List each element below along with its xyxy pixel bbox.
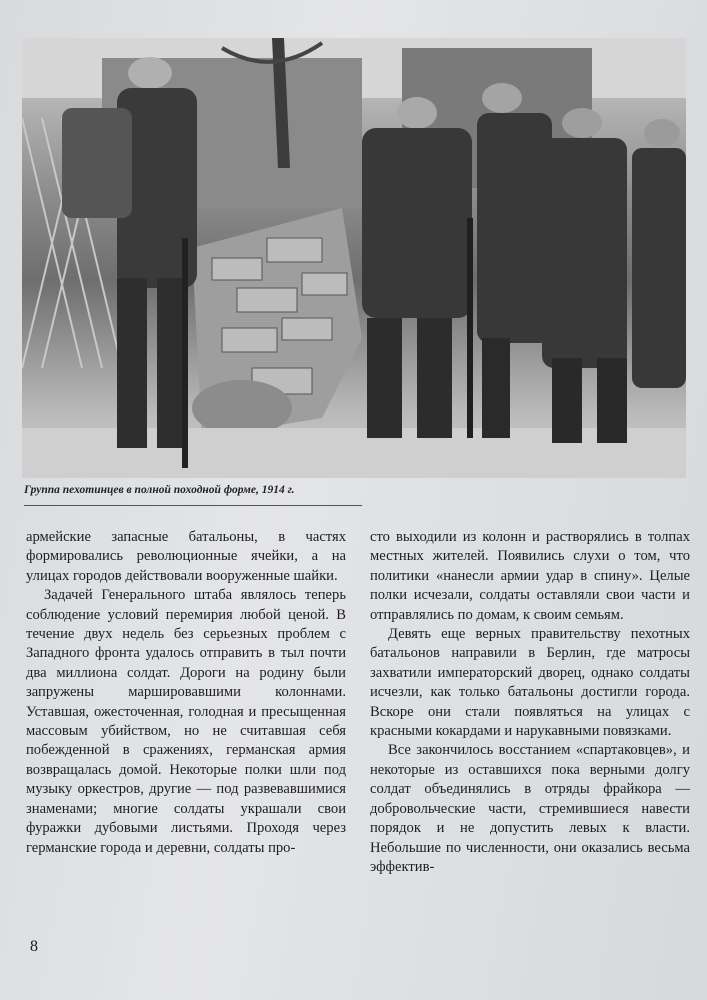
paragraph: Девять еще верных правительству пехотных батальонов направили в Берлин, где матросы захватили императорский дворец, однако солдаты исчезли, как только батальоны достигли города. Вскоре они стали появляться на улицах с красными кокардами и нарукавными повязками. xyxy=(370,626,690,740)
text-column-right xyxy=(370,528,690,877)
paragraph: сто выходили из колонн и растворялись в толпах местных жителей. Появились слухи о том, что политики «нанесли армии удар в спину». Целые полки исчезали, солдаты оставляли свои части и отправлялись по домам, к своим семьям. xyxy=(370,529,690,623)
page-number: 8 xyxy=(30,938,38,955)
paragraph: Задачей Генерального штаба являлось теперь соблюдение условий перемирия любой ценой. В течение двух недель без серьезных проблем с Западного фронта удалось отправить в тыл почти два миллиона солдат. Дороги на родину были запружены маршировавшими колоннами. Уставшая, ожесточенная, голодная и пресыщенная массовым убийством, но не считавшая себя побежденной в сражениях, германская армия возвращалась домой. Некоторые полки шли под музыку оркестров, другие — под развевавшимися знаменами; многие солдаты украшали свои фуражки дубовыми листьями. Проходя через германские города и деревни, солдаты про- xyxy=(26,587,346,856)
soldiers-photo xyxy=(22,38,686,478)
paragraph: Все закончилось восстанием «спартаковцев», и некоторые из оставшихся пока верными долгу солдат объединялись в отряды фрайкора — добровольческие части, стремившиеся навести порядок и не допустить левых к власти. Небольшие по численности, они оказались весьма эффектив- xyxy=(370,742,690,875)
text-column-left xyxy=(26,528,346,858)
photo-caption: Группа пехотинцев в полной походной форме, 1914 г. xyxy=(24,484,295,496)
caption-divider xyxy=(24,505,362,506)
photo-illustration xyxy=(22,38,686,478)
paragraph: армейские запасные батальоны, в частях формировались революционные ячейки, а на улицах городов действовали вооруженные шайки. xyxy=(26,529,346,584)
